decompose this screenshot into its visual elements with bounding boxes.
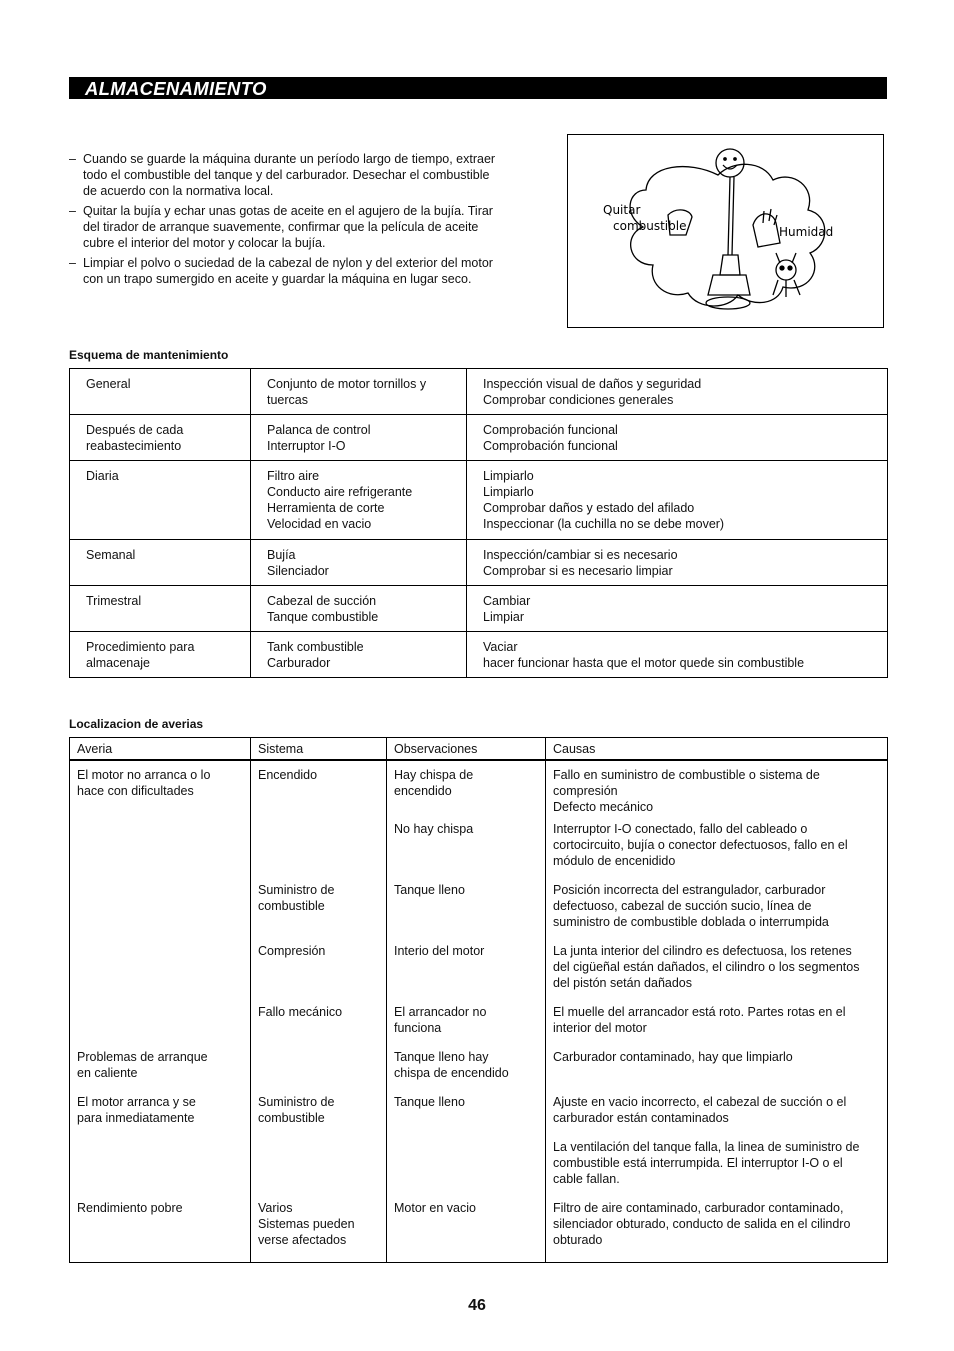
cell-line: interior del motor (553, 1021, 647, 1035)
action-cell (467, 369, 888, 415)
cell-line: Herramienta de corte (267, 501, 385, 515)
cell-line: Silenciador (267, 564, 329, 578)
interval-cell (70, 369, 251, 415)
interval-cell (70, 586, 251, 632)
cell-line: Trimestral (86, 594, 142, 608)
table-row (70, 882, 888, 943)
cell-line: verse afectados (258, 1233, 347, 1247)
fault-cell (70, 1094, 251, 1139)
instruction-line: del tirador de arranque suavemente, confirmar que la película de aceite (83, 220, 479, 234)
system-cell (251, 760, 387, 821)
observation-cell (387, 943, 546, 1004)
component-cell (251, 415, 467, 461)
cell-line: Varios (258, 1201, 293, 1215)
cell-line: Fallo en suministro de combustible o sistema de (553, 768, 820, 782)
instruction-line: con un trapo sumergido en aceite y guardar la máquina en lugar seco. (83, 272, 472, 286)
cell-line: combustible (258, 1111, 325, 1125)
cell-line: combustible está interrumpida. El interruptor I-O o el (553, 1156, 843, 1170)
maintenance-table (69, 368, 888, 678)
remove-fuel-label-2: combustible (613, 219, 687, 233)
cell-line: Bujía (267, 548, 296, 562)
system-cell (251, 1139, 387, 1200)
cell-line: La ventilación del tanque falla, la linea de suministro de (553, 1140, 860, 1154)
cell-line: compresión (553, 784, 618, 798)
action-cell (467, 586, 888, 632)
observation-cell (387, 1094, 546, 1139)
storage-instructions (69, 151, 524, 291)
cell-line: del cigüeñal están dañados, el cilindro o los segmentos (553, 960, 860, 974)
instruction-line: de acuerdo con la normativa local. (83, 184, 274, 198)
cell-line: Velocidad en vacio (267, 517, 372, 531)
fault-cell (70, 882, 251, 943)
component-cell (251, 461, 467, 540)
cell-line: Rendimiento pobre (77, 1201, 183, 1215)
cell-line: Encendido (258, 768, 318, 782)
cell-line: Inspección visual de daños y seguridad (483, 377, 702, 391)
cell-line: Inspección/cambiar si es necesario (483, 548, 678, 562)
section-title-bar (69, 77, 887, 99)
cause-cell (546, 882, 888, 943)
table-row (70, 632, 888, 678)
fault-cell (70, 1004, 251, 1049)
cause-cell (546, 1049, 888, 1094)
cell-line: Semanal (86, 548, 136, 562)
cell-line: Comprobar si es necesario limpiar (483, 564, 673, 578)
cell-line: Cambiar (483, 594, 531, 608)
table-row (70, 760, 888, 821)
cell-line: reabastecimiento (86, 439, 182, 453)
cell-line: hace con dificultades (77, 784, 194, 798)
table-row (70, 586, 888, 632)
instruction-line: todo el combustible del tanque y del carburador. Desechar el combustible (83, 168, 490, 182)
cell-line: No hay chispa (394, 822, 474, 836)
cell-line: carburador están contaminados (553, 1111, 729, 1125)
cell-line: Comprobación funcional (483, 423, 618, 437)
instruction-item (69, 203, 524, 251)
cause-cell (546, 1004, 888, 1049)
component-cell (251, 369, 467, 415)
observation-cell (387, 1139, 546, 1200)
cell-line: Procedimiento para (86, 640, 195, 654)
column-header: Observaciones (387, 738, 546, 761)
table-row (70, 540, 888, 586)
instruction-item (69, 151, 524, 199)
observation-cell (387, 760, 546, 821)
system-cell (251, 821, 387, 882)
cell-line: Ajuste en vacio incorrecto, el cabezal de succión o el (553, 1095, 847, 1109)
troubleshooting-table (69, 737, 888, 1263)
cell-line: Cabezal de succión (267, 594, 377, 608)
cell-line: Tanque lleno hay (394, 1050, 489, 1064)
cell-line: Defecto mecánico (553, 800, 654, 814)
cell-line: Limpiar (483, 610, 524, 624)
system-cell (251, 1200, 387, 1262)
cell-line: silenciador obturado, conducto de salida en el cilindro (553, 1217, 851, 1231)
cell-line: Vaciar (483, 640, 518, 654)
cell-line: La junta interior del cilindro es defectuosa, los retenes (553, 944, 852, 958)
cause-cell (546, 1094, 888, 1139)
cell-line: Tanque lleno (394, 883, 465, 897)
action-cell (467, 632, 888, 678)
cell-line: Sistemas pueden (258, 1217, 355, 1231)
cell-line: chispa de encendido (394, 1066, 509, 1080)
cause-cell (546, 1139, 888, 1200)
cell-line: Filtro aire (267, 469, 320, 483)
cell-line: suministro de combustible doblada o interrumpida (553, 915, 829, 929)
cell-line: combustible (258, 899, 325, 913)
instruction-line: cubre el interior del motor y colocar la bujía. (83, 236, 326, 250)
fault-cell (70, 760, 251, 821)
table-row (70, 461, 888, 540)
instruction-item (69, 255, 524, 287)
cell-line: defectuoso, cabezal de succión sucio, línea de (553, 899, 812, 913)
table-row (70, 1139, 888, 1200)
cell-line: Problemas de arranque (77, 1050, 208, 1064)
table-row (70, 1004, 888, 1049)
table-row (70, 1094, 888, 1139)
cell-line: Motor en vacio (394, 1201, 476, 1215)
cell-line: Filtro de aire contaminado, carburador contaminado, (553, 1201, 844, 1215)
cell-line: obturado (553, 1233, 603, 1247)
system-cell (251, 1004, 387, 1049)
cell-line: Compresión (258, 944, 326, 958)
cell-line: Hay chispa de (394, 768, 474, 782)
cell-line: El arrancador no (394, 1005, 487, 1019)
column-header: Sistema (251, 738, 387, 761)
observation-cell (387, 1049, 546, 1094)
system-cell (251, 943, 387, 1004)
system-cell (251, 882, 387, 943)
cell-line: General (86, 377, 131, 391)
system-cell (251, 1094, 387, 1139)
interval-cell (70, 415, 251, 461)
action-cell (467, 540, 888, 586)
column-header: Causas (546, 738, 888, 761)
table-row (70, 1049, 888, 1094)
table-row (70, 943, 888, 1004)
cell-line: Comprobar condiciones generales (483, 393, 674, 407)
cell-line: Tanque combustible (267, 610, 379, 624)
action-cell (467, 415, 888, 461)
cell-line: Tank combustible (267, 640, 364, 654)
storage-illustration (567, 134, 884, 328)
column-header: Averia (70, 738, 251, 761)
cell-line: funciona (394, 1021, 442, 1035)
instruction-line: – Quitar la bujía y echar unas gotas de aceite en el agujero de la bujía. Tirar (83, 204, 493, 218)
component-cell (251, 632, 467, 678)
page-title: ALMACENAMIENTO (85, 78, 267, 99)
cell-line: Interruptor I-O (267, 439, 346, 453)
fault-cell (70, 1139, 251, 1200)
remove-fuel-label: Quitar (603, 203, 641, 217)
cause-cell (546, 760, 888, 821)
cell-line: cortocircuito, bujía o conector defectuosos, fallo en el (553, 838, 848, 852)
cell-line: El motor no arranca o lo (77, 768, 211, 782)
maintenance-title: Esquema de mantenimiento (69, 348, 229, 362)
cell-line: Conjunto de motor tornillos y (267, 377, 427, 391)
system-cell (251, 1049, 387, 1094)
humidity-label: Humidad (779, 225, 834, 239)
component-cell (251, 586, 467, 632)
instruction-line: – Cuando se guarde la máquina durante un período largo de tiempo, extraer (83, 152, 496, 166)
cell-line: módulo de encenidido (553, 854, 676, 868)
cell-line: El motor arranca y se (77, 1095, 196, 1109)
cause-cell (546, 1200, 888, 1262)
cause-cell (546, 943, 888, 1004)
cell-line: Interio del motor (394, 944, 485, 958)
troubleshooting-title: Localizacion de averias (69, 717, 204, 731)
cell-line: Fallo mecánico (258, 1005, 343, 1019)
cell-line: Diaria (86, 469, 119, 483)
cell-line: tuercas (267, 393, 308, 407)
cell-line: hacer funcionar hasta que el motor quede sin combustible (483, 656, 805, 670)
fault-cell (70, 1049, 251, 1094)
component-cell (251, 540, 467, 586)
interval-cell (70, 632, 251, 678)
cell-line: para inmediatamente (77, 1111, 195, 1125)
cell-line: encendido (394, 784, 452, 798)
cell-line: Posición incorrecta del estrangulador, carburador (553, 883, 826, 897)
cell-line: Limpiarlo (483, 485, 534, 499)
table-row (70, 821, 888, 882)
page-number: 46 (468, 1297, 486, 1314)
cell-line: en caliente (77, 1066, 138, 1080)
fault-cell (70, 943, 251, 1004)
cell-line: del pistón setán dañados (553, 976, 692, 990)
cell-line: almacenaje (86, 656, 150, 670)
cell-line: Interruptor I-O conectado, fallo del cableado o (553, 822, 808, 836)
observation-cell (387, 1004, 546, 1049)
cause-cell (546, 821, 888, 882)
cell-line: Conducto aire refrigerante (267, 485, 413, 499)
instruction-line: – Limpiar el polvo o suciedad de la cabezal de nylon y del exterior del motor (83, 256, 493, 270)
cell-line: Limpiarlo (483, 469, 534, 483)
interval-cell (70, 540, 251, 586)
cell-line: Carburador (267, 656, 331, 670)
table-row (70, 1200, 888, 1262)
cell-line: Tanque lleno (394, 1095, 465, 1109)
cell-line: El muelle del arrancador está roto. Partes rotas en el (553, 1005, 846, 1019)
observation-cell (387, 882, 546, 943)
interval-cell (70, 461, 251, 540)
cell-line: Inspeccionar (la cuchilla no se debe mover) (483, 517, 725, 531)
observation-cell (387, 821, 546, 882)
table-row (70, 415, 888, 461)
cell-line: cable fallan. (553, 1172, 620, 1186)
cell-line: Comprobar daños y estado del afilado (483, 501, 695, 515)
observation-cell (387, 1200, 546, 1262)
cell-line: Después de cada (86, 423, 184, 437)
cell-line: Carburador contaminado, hay que limpiarlo (553, 1050, 793, 1064)
cell-line: Suministro de (258, 1095, 335, 1109)
fault-cell (70, 821, 251, 882)
cell-line: Suministro de (258, 883, 335, 897)
table-row (70, 369, 888, 415)
cell-line: Comprobación funcional (483, 439, 618, 453)
action-cell (467, 461, 888, 540)
cell-line: Palanca de control (267, 423, 371, 437)
fault-cell (70, 1200, 251, 1262)
